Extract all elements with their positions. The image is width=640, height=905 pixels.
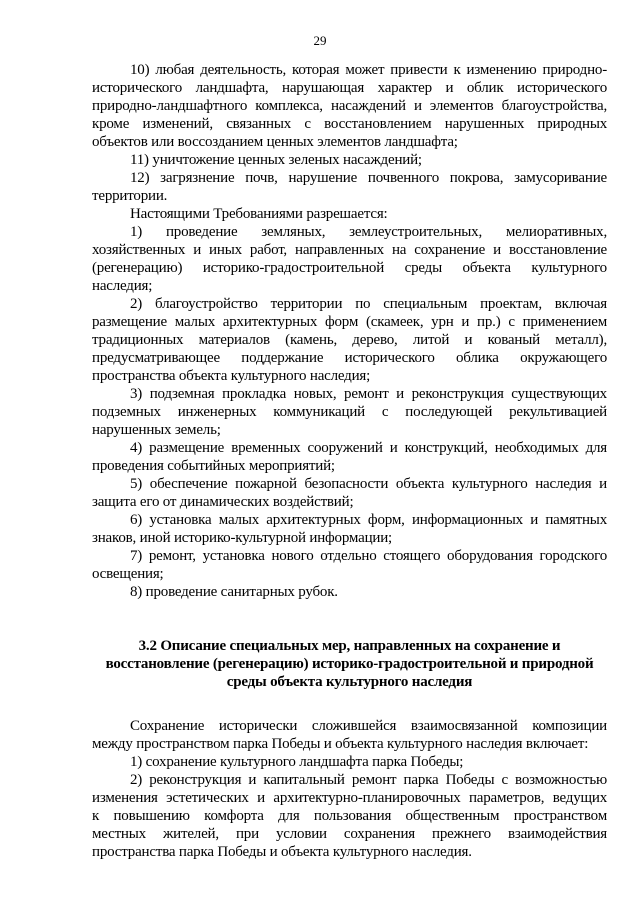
list-item	[92, 385, 607, 439]
text-line: исторического ландшафта, нарушающая характер и облик исторического	[92, 80, 607, 96]
text-line: подземных инженерных коммуникаций с последующей рекультивацией	[92, 404, 607, 420]
text-line: нарушенных земель;	[92, 422, 221, 438]
text-line: 7) ремонт, установка нового отдельно стоящего оборудования городского	[130, 548, 607, 564]
text-line: Настоящими Требованиями разрешается:	[130, 206, 388, 222]
text-line: 5) обеспечение пожарной безопасности объекта культурного наследия и	[130, 476, 607, 492]
text-line: 1) проведение земляных, землеустроительных, мелиоративных,	[130, 224, 607, 240]
text-line: 3) подземная прокладка новых, ремонт и реконструкция существующих	[130, 386, 607, 402]
list-item	[92, 439, 607, 475]
text-line: освещения;	[92, 566, 164, 582]
list-item	[92, 583, 607, 601]
text-line: 4) размещение временных сооружений и конструкций, необходимых для	[130, 440, 607, 456]
text-line: 10) любая деятельность, которая может привести к изменению природно-	[130, 62, 607, 78]
section-body	[92, 717, 607, 861]
text-line: 8) проведение санитарных рубок.	[130, 584, 338, 600]
heading-line: среды объекта культурного наследия	[226, 674, 473, 690]
paragraph	[92, 717, 607, 753]
text-line: проведения событийных мероприятий;	[92, 458, 335, 474]
paragraph	[92, 771, 607, 861]
text-line: пространства парка Победы и объекта культурного наследия.	[92, 844, 472, 860]
text-line: 2) реконструкция и капитальный ремонт парка Победы с возможностью	[130, 772, 607, 788]
text-line: кроме изменений, связанных с восстановлением нарушенных природных	[92, 116, 607, 132]
text-line: пространства объекта культурного наследия;	[92, 368, 371, 384]
text-line: территории.	[92, 188, 168, 204]
list-item	[92, 169, 607, 205]
document-body	[92, 61, 607, 861]
text-line: Сохранение исторически сложившейся взаимосвязанной композиции	[130, 718, 607, 734]
paragraph	[92, 753, 607, 771]
list-item	[92, 511, 607, 547]
text-line: хозяйственных и иных работ, направленных на сохранение и восстановление	[92, 242, 607, 258]
text-line: предусматривающее поддержание исторического облика окружающего	[92, 350, 607, 366]
list-item	[92, 223, 607, 295]
heading-line: 3.2 Описание специальных мер, направленных на сохранение и	[138, 638, 561, 654]
list-item	[92, 151, 607, 169]
text-line: 12) загрязнение почв, нарушение почвенного покрова, замусоривание	[130, 170, 607, 186]
text-line: знаков, иной историко-культурной информации;	[92, 530, 393, 546]
text-line: местных жителей, при условии сохранения прежнего взаимодействия	[92, 826, 607, 842]
text-line: 2) благоустройство территории по специальным проектам, включая	[130, 296, 607, 312]
list-item	[92, 475, 607, 511]
text-line: между пространством парка Победы и объекта культурного наследия включает:	[92, 736, 589, 752]
list-item	[92, 295, 607, 385]
text-line: природно-ландшафтного комплекса, насаждений и элементов благоустройства,	[92, 98, 607, 114]
list-item	[92, 61, 607, 151]
permitted-items-list	[92, 223, 607, 601]
text-line: размещение малых архитектурных форм (скамеек, урн и пр.) с применением	[92, 314, 607, 330]
section-heading	[92, 637, 607, 691]
prohibited-list-continued	[92, 61, 607, 205]
text-line: к повышению комфорта для пользования общественным пространством	[92, 808, 607, 824]
permitted-intro-paragraph	[92, 205, 607, 223]
text-line: 1) сохранение культурного ландшафта парка Победы;	[130, 754, 464, 770]
text-line: изменения эстетических и архитектурно-планировочных параметров, ведущих	[92, 790, 607, 806]
heading-line: восстановление (регенерацию) историко-градостроительной и природной	[105, 656, 594, 672]
text-line: 6) установка малых архитектурных форм, информационных и памятных	[130, 512, 607, 528]
text-line: традиционных материалов (камень, дерево, литой и кованый металл),	[92, 332, 607, 348]
list-item	[92, 547, 607, 583]
text-line: объектов или воссозданием ценных элементов ландшафта;	[92, 134, 458, 150]
text-line: (регенерацию) историко-градостроительной среды объекта культурного	[92, 260, 607, 276]
text-line: 11) уничтожение ценных зеленых насаждений;	[130, 152, 422, 168]
page-number: 29	[313, 33, 327, 48]
text-line: защита его от динамических воздействий;	[92, 494, 354, 510]
text-line: наследия;	[92, 278, 153, 294]
